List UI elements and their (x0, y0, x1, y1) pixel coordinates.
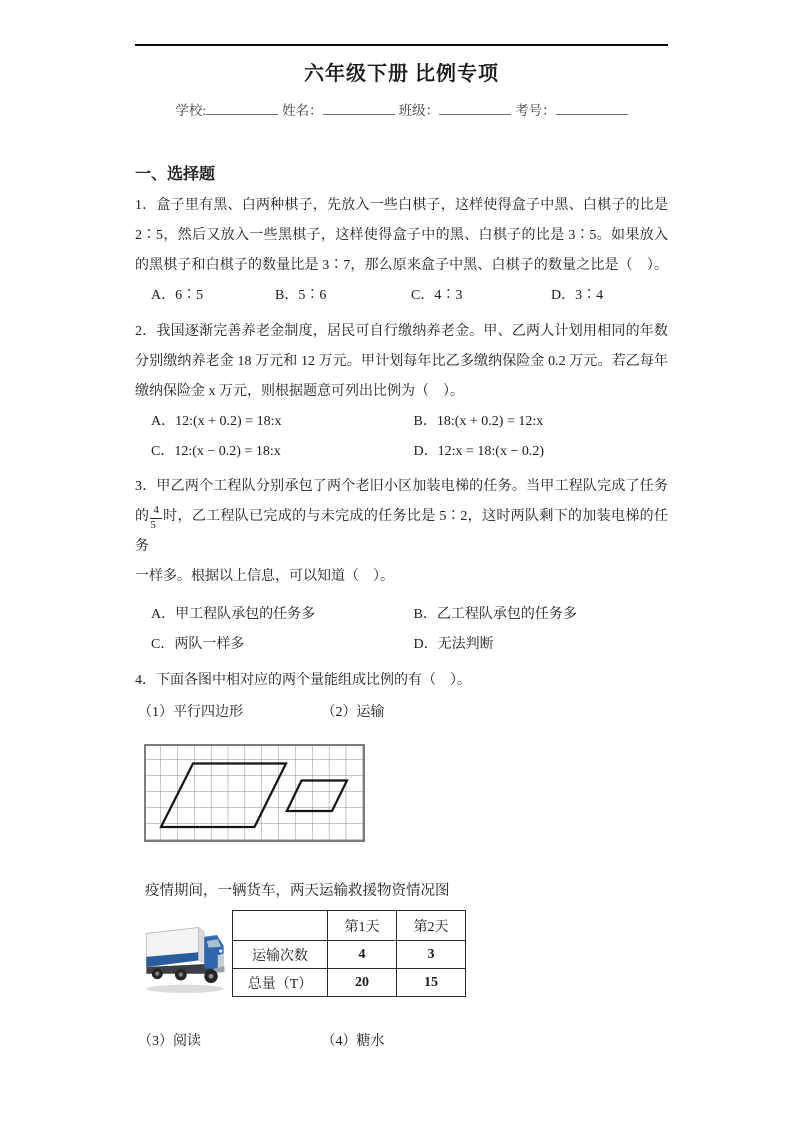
q3-line2-post: 时，乙工程队已完成的与未完成的任务比是 5∶2，这时两队剩下的加装电梯的任务 (135, 509, 669, 554)
question-1-line-3: 的黑棋子和白棋子的数量比是 3∶7，那么原来盒子中黑、白棋子的数量之比是（ ）。 (135, 258, 668, 273)
q1-option-b: B．5∶6 (275, 288, 327, 303)
trips-day2-value: 3 (397, 941, 466, 969)
name-blank-line (323, 101, 395, 115)
table-header-day1: 第1天 (328, 911, 397, 941)
student-info-fields (135, 101, 668, 121)
question-1-line-1: 1．盒子里有黑、白两种棋子，先放入一些白棋子，这样使得盒子中黑、白棋子的比是 (135, 198, 668, 213)
row-label-trips: 运输次数 (233, 941, 328, 969)
question-2 (135, 317, 668, 467)
q3-options-row-1 (151, 600, 668, 630)
q2-options-row-1 (151, 407, 668, 437)
q2-option-d: D．12:x = 18:(x − 0.2) (413, 444, 545, 459)
question-3 (135, 472, 668, 660)
question-2-line-3: 缴纳保险金 x 万元，则根据题意可列出比例为（ ）。 (135, 384, 464, 399)
q2-option-c: C．12:(x − 0.2) = 18:x (151, 444, 281, 459)
class-label: 班级： (398, 103, 440, 118)
school-label: 学校: (175, 103, 207, 118)
transport-table (232, 910, 466, 997)
question-2-line-2: 分别缴纳养老金 18 万元和 12 万元。甲计划每年比乙多缴纳保险金 0.2 万元。若乙每年 (135, 354, 668, 369)
exam-no-blank-line (556, 101, 628, 115)
table-corner-cell (233, 911, 328, 941)
q3-line2-pre: 的 (135, 509, 150, 524)
header-rule (135, 44, 668, 46)
question-4-line-1: 4．下面各图中相对应的两个量能组成比例的有（ ）。 (135, 673, 471, 688)
q2-options-row-2 (151, 437, 668, 467)
q4-item-parallelogram: （1）平行四边形 (138, 705, 243, 720)
table-header-row (233, 911, 466, 941)
fraction-numerator: 4 (150, 505, 162, 519)
page-title: 六年级下册 比例专项 (304, 63, 499, 85)
truck-icon (143, 923, 227, 995)
transport-caption: 疫情期间，一辆货车，两天运输救援物资情况图 (145, 883, 450, 899)
q1-option-a: A．6∶5 (151, 288, 204, 303)
table-header-day2: 第2天 (397, 911, 466, 941)
class-blank-line (439, 101, 511, 115)
q2-option-b: B．18:(x + 0.2) = 12:x (413, 414, 544, 429)
total-day2-value: 15 (397, 969, 466, 997)
q4-sub-items-1-2 (135, 698, 668, 728)
question-1-line-2: 2∶5，然后又放入一些黑棋子，这样使得盒子中的黑、白棋子的比是 3∶5。如果放入 (135, 228, 668, 243)
q4-item-sugar-water: （4）糖水 (321, 1034, 385, 1049)
fraction-four-fifths (150, 505, 162, 531)
exam-no-label: 考号： (515, 103, 556, 118)
q3-options-row-2 (151, 630, 668, 660)
trips-day1-value: 4 (328, 941, 397, 969)
q1-option-d: D．3∶4 (551, 288, 604, 303)
school-blank-line (206, 101, 278, 115)
q3-option-c: C．两队一样多 (151, 637, 245, 652)
question-1-options (135, 281, 668, 311)
question-3-line-2 (135, 502, 668, 562)
truck-image (143, 923, 227, 995)
question-2-line-1: 2．我国逐渐完善养老金制度，居民可自行缴纳养老金。甲、乙两人计划用相同的年数 (135, 324, 668, 339)
q3-option-b: B．乙工程队承包的任务多 (413, 607, 577, 622)
section-heading: 一、选择题 (135, 166, 216, 183)
table-row-trips (233, 941, 466, 969)
name-field (282, 101, 395, 121)
q3-option-a: A．甲工程队承包的任务多 (151, 607, 316, 622)
row-label-total: 总量（T） (233, 969, 328, 997)
q2-option-a: A．12:(x + 0.2) = 18:x (151, 414, 282, 429)
parallelogram-grid-figure (144, 744, 365, 842)
q4-item-reading: （3）阅读 (138, 1034, 201, 1049)
question-1 (135, 191, 668, 311)
question-3-options (135, 600, 668, 660)
q4-item-transport: （2）运输 (321, 705, 385, 720)
question-3-line-1: 3．甲乙两个工程队分别承包了两个老旧小区加装电梯的任务。当甲工程队完成了任务 (135, 479, 668, 494)
exam-no-field (515, 101, 628, 121)
question-4 (135, 666, 668, 1057)
q1-option-c: C．4∶3 (411, 288, 463, 303)
question-2-options (135, 407, 668, 467)
school-field (175, 101, 278, 121)
q4-sub-items-3-4 (135, 1027, 668, 1057)
name-label: 姓名： (282, 103, 323, 118)
fraction-denominator: 5 (150, 519, 156, 531)
transport-figure-row (135, 910, 668, 997)
class-field (399, 101, 512, 121)
total-day1-value: 20 (328, 969, 397, 997)
table-row-total (233, 969, 466, 997)
question-3-line-3: 一样多。根据以上信息，可以知道（ ）。 (135, 569, 394, 584)
q3-option-d: D．无法判断 (413, 637, 494, 652)
